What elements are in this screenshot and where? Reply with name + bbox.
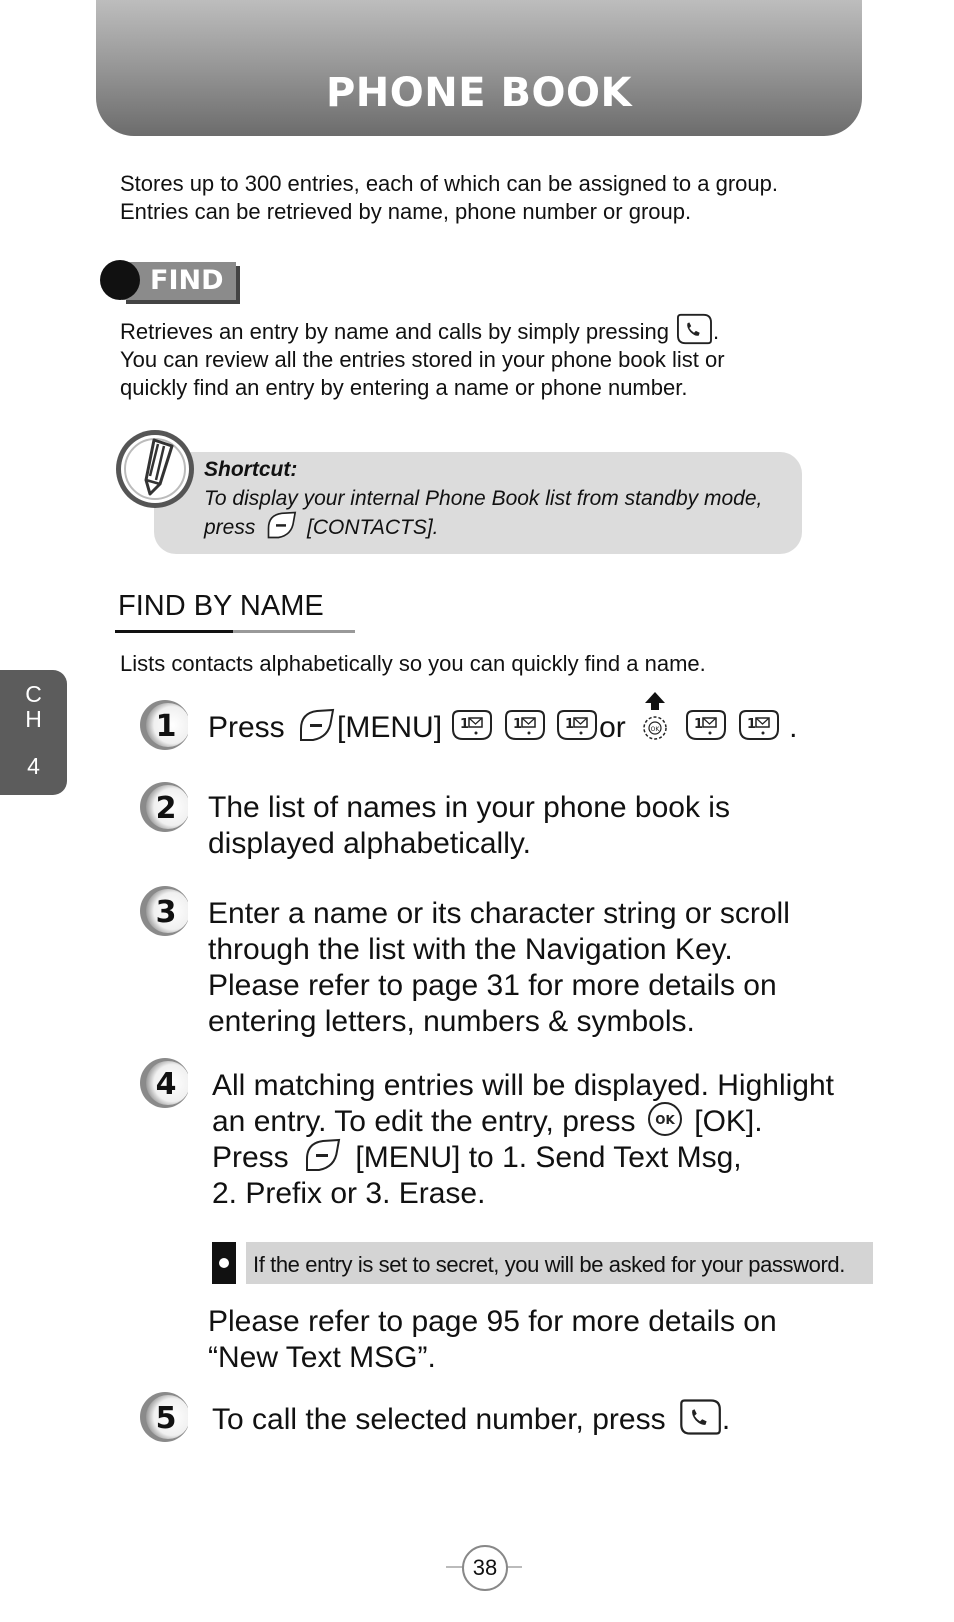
step-4-press: Press (212, 1141, 289, 1174)
step-4-line-2-text: an entry. To edit the entry, press (212, 1105, 636, 1138)
find-line-3: quickly find an entry by entering a name or phone number. (120, 375, 688, 400)
step-3-line-2: through the list with the Navigation Key. (208, 933, 733, 966)
svg-text:5: 5 (155, 1401, 177, 1436)
page-number: 38 (462, 1545, 508, 1591)
key-1-icon (684, 708, 728, 742)
refer-line-2: “New Text MSG”. (208, 1341, 436, 1374)
find-by-name-description: Lists contacts alphabetically so you can quickly find a name. (120, 651, 706, 676)
navigation-up-key-icon (638, 690, 672, 742)
step-5-line: To call the selected number, press (212, 1403, 666, 1436)
shortcut-press: press (204, 516, 256, 539)
chapter-tab-c: C (25, 681, 42, 707)
key-1-icon (503, 708, 547, 742)
step-1-or: or (599, 711, 626, 744)
key-1-icon (450, 708, 494, 742)
soft-key-icon (295, 707, 337, 743)
step-5-text (212, 1402, 730, 1438)
page-title: PHONE BOOK (325, 70, 632, 116)
step-4-ok: [OK]. (694, 1105, 763, 1138)
heading-underline-accent (115, 630, 233, 633)
step-2-number (138, 780, 188, 834)
svg-text:2: 2 (155, 791, 177, 826)
svg-text:4: 4 (155, 1067, 177, 1102)
soft-key-icon (301, 1137, 343, 1173)
step-1-press: Press (208, 711, 285, 744)
find-line-1-text: Retrieves an entry by name and calls by simply pressing (120, 319, 670, 344)
chapter-tab-h: H (25, 706, 42, 732)
step-4-menu: [MENU] to 1. Send Text Msg, (355, 1141, 742, 1174)
send-key-icon (678, 1397, 722, 1437)
svg-text:3: 3 (155, 895, 177, 930)
pencil-icon (114, 428, 196, 510)
find-line-2: You can review all the entries stored in your phone book list or (120, 347, 725, 372)
step-4-line-3 (212, 1140, 742, 1176)
intro-line-2: Entries can be retrieved by name, phone number or group. (120, 199, 692, 224)
chapter-tab (0, 670, 67, 795)
step-1-text (208, 710, 797, 746)
svg-text:1: 1 (155, 709, 177, 744)
shortcut-line-1: To display your internal Phone Book list from standby mode, (204, 487, 763, 510)
note-bullet (219, 1258, 229, 1268)
step-3-line-3: Please refer to page 31 for more details on (208, 969, 777, 1002)
key-1-icon (555, 708, 599, 742)
shortcut-contacts: [CONTACTS]. (307, 516, 439, 539)
key-1-icon (737, 708, 781, 742)
step-4-line-4: 2. Prefix or 3. Erase. (212, 1177, 486, 1210)
svg-text:OK: OK (650, 726, 660, 734)
find-line-1 (120, 318, 719, 346)
step-2-line-2: displayed alphabetically. (208, 827, 531, 860)
find-by-name-heading: FIND BY NAME (118, 590, 324, 622)
step-4-number (138, 1056, 188, 1110)
refer-line-1: Please refer to page 95 for more details on (208, 1305, 777, 1338)
shortcut-title: Shortcut: (204, 458, 298, 481)
chapter-tab-number: 4 (27, 753, 40, 779)
step-4-line-2 (212, 1104, 763, 1140)
step-5-dot: . (721, 1403, 731, 1436)
note-text: If the entry is set to secret, you will be asked for your password. (253, 1252, 845, 1277)
ok-key-icon (646, 1100, 684, 1138)
step-1-dot: . (789, 711, 798, 744)
step-1-menu: [MENU] (337, 711, 443, 744)
step-3-line-1: Enter a name or its character string or scroll (208, 897, 790, 930)
step-1-number (138, 698, 188, 752)
step-5-number (138, 1390, 188, 1444)
find-tag-label: FIND (150, 265, 224, 296)
step-4-line-1: All matching entries will be displayed. Highlight (212, 1069, 834, 1102)
send-key-icon (675, 312, 713, 346)
step-2-line-1: The list of names in your phone book is (208, 791, 730, 824)
step-3-line-4: entering letters, numbers & symbols. (208, 1005, 695, 1038)
find-line-1-end: . (713, 319, 720, 344)
soft-key-icon (263, 510, 299, 540)
intro-line-1: Stores up to 300 entries, each of which can be assigned to a group. (120, 171, 778, 196)
step-3-number (138, 884, 188, 938)
shortcut-line-2 (204, 513, 439, 542)
find-tag-circle (100, 260, 140, 300)
